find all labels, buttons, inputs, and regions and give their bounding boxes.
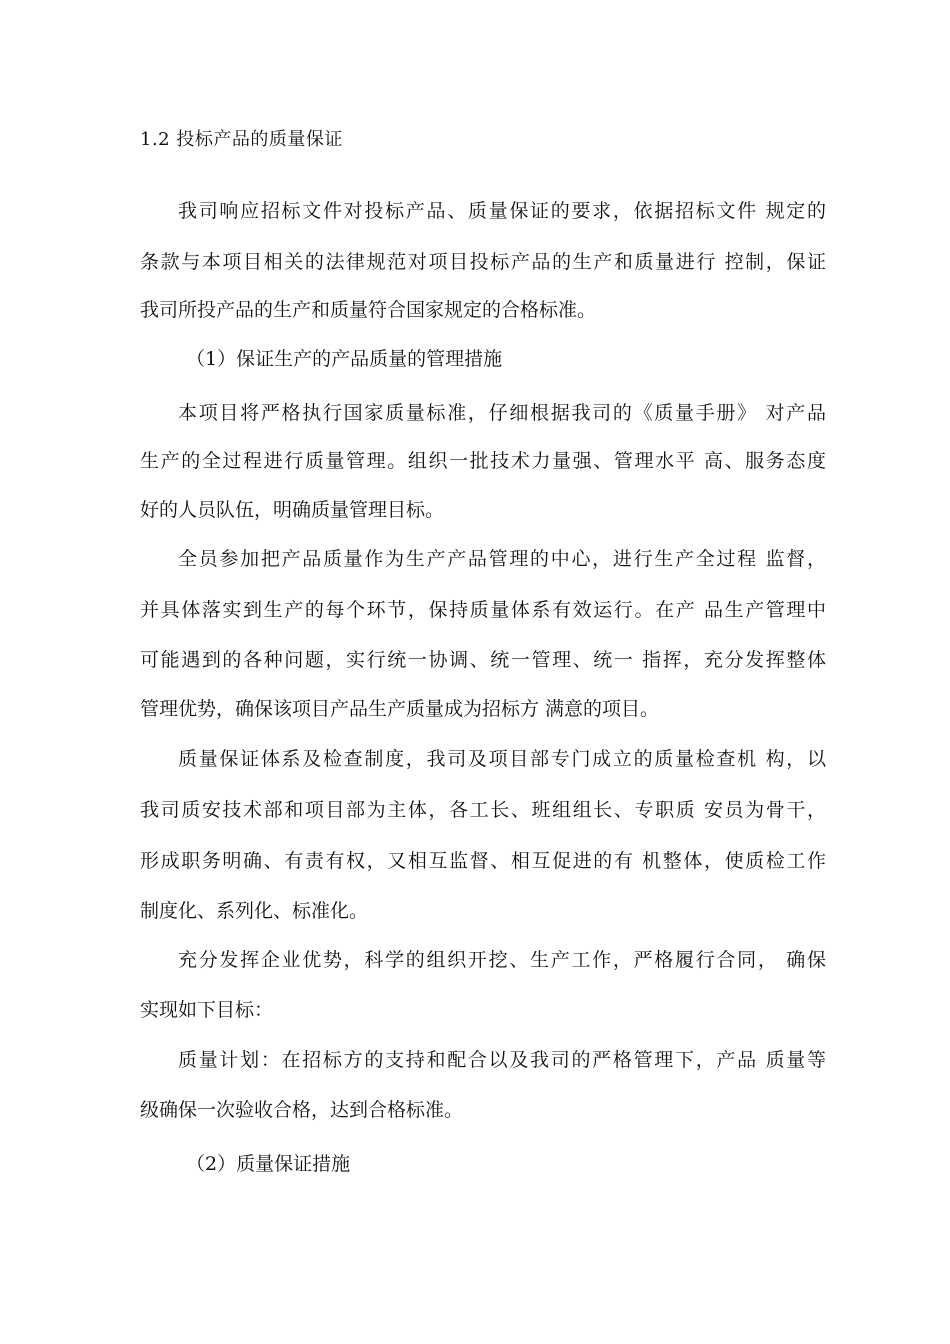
paragraph-3-line-4: 管理优势，确保该项目产品生产质量成为招标方 满意的项目。 xyxy=(140,698,660,720)
paragraph-6-line-1: 质量计划：在招标方的支持和配合以及我司的严格管理下，产品 质量等 xyxy=(178,1049,826,1071)
paragraph-1-line-2: 条款与本项目相关的法律规范对项目投标产品的生产和质量进行 控制，保证 xyxy=(140,251,826,273)
paragraph-5-line-2: 实现如下目标： xyxy=(140,999,274,1021)
paragraph-3-line-2: 并具体落实到生产的每个环节，保持质量体系有效运行。在产 品生产管理中 xyxy=(140,599,826,621)
paragraph-5-line-1: 充分发挥企业优势，科学的组织开挖、生产工作，严格履行合同， 确保 xyxy=(178,949,826,971)
section-heading: 1.2 投标产品的质量保证 xyxy=(140,129,343,150)
paragraph-3-line-3: 可能遇到的各种问题，实行统一协调、统一管理、统一 指挥，充分发挥整体 xyxy=(140,649,826,671)
paragraph-1-line-1: 我司响应招标文件对投标产品、质量保证的要求，依据招标文件 规定的 xyxy=(178,200,826,222)
paragraph-2-line-1: 本项目将严格执行国家质量标准，仔细根据我司的《质量手册》 对产品 xyxy=(178,402,826,424)
paragraph-4-line-4: 制度化、系列化、标准化。 xyxy=(140,900,369,922)
paragraph-2-line-2: 生产的全过程进行质量管理。组织一批技术力量强、管理水平 高、服务态度 xyxy=(140,450,826,472)
paragraph-2-line-3: 好的人员队伍，明确质量管理目标。 xyxy=(140,499,445,521)
paragraph-6-line-2: 级确保一次验收合格，达到合格标准。 xyxy=(140,1099,464,1121)
subheading-1: （1）保证生产的产品质量的管理措施 xyxy=(186,348,503,370)
paragraph-1-line-3: 我司所投产品的生产和质量符合国家规定的合格标准。 xyxy=(140,299,597,321)
paragraph-4-line-1: 质量保证体系及检查制度，我司及项目部专门成立的质量检查机 构，以 xyxy=(178,748,826,770)
paragraph-4-line-3: 形成职务明确、有责有权，又相互监督、相互促进的有 机整体，使质检工作 xyxy=(140,850,826,872)
paragraph-3-line-1: 全员参加把产品质量作为生产产品管理的中心，进行生产全过程 监督， xyxy=(178,548,826,570)
subheading-2: （2）质量保证措施 xyxy=(186,1153,351,1175)
paragraph-4-line-2: 我司质安技术部和项目部为主体，各工长、班组组长、专职质 安员为骨干， xyxy=(140,799,826,821)
